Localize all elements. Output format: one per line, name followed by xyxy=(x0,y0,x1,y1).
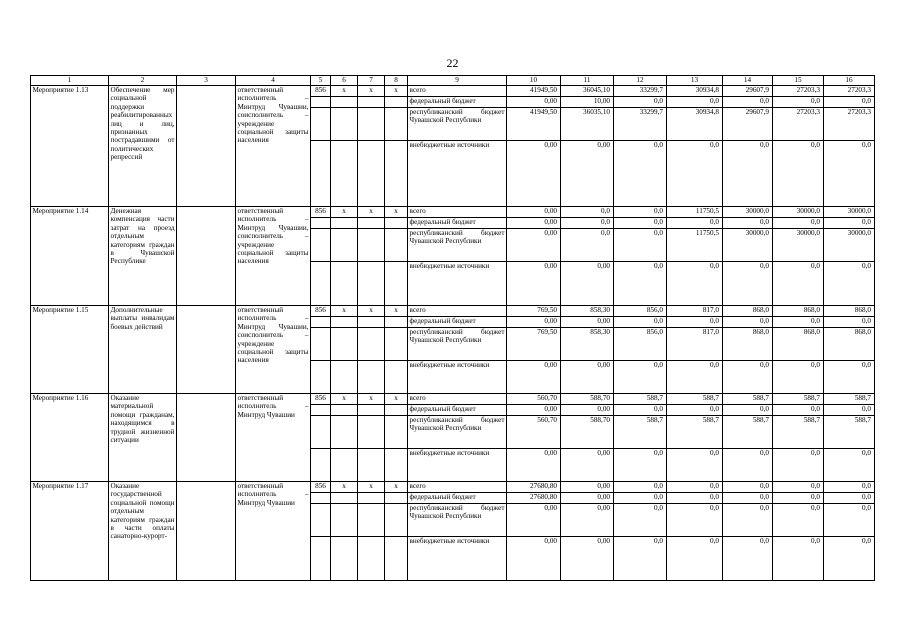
empty-code-cell xyxy=(311,504,331,537)
empty-code-cell xyxy=(385,262,408,306)
value-cell-col10: 27680,80 xyxy=(507,482,561,493)
column-number-2: 2 xyxy=(109,76,177,86)
value-cell-col15: 0,0 xyxy=(773,405,824,416)
value-cell-col13: 0,0 xyxy=(667,317,723,328)
table-row xyxy=(31,306,875,317)
code-c6: х xyxy=(331,86,358,97)
funding-source: федеральный бюджет xyxy=(408,97,507,108)
column-number-10: 10 xyxy=(507,76,561,86)
value-cell-col11: 588,70 xyxy=(561,394,614,405)
funding-source: всего xyxy=(408,306,507,317)
funding-source: внебюджетные источники xyxy=(408,361,507,394)
empty-code-cell xyxy=(358,405,385,416)
empty-code-cell xyxy=(331,361,358,394)
empty-code-cell xyxy=(331,328,358,361)
measure-name: Денежная компенсация части затрат на проезд отдельным категориям граждан в Чувашской Республике xyxy=(109,207,177,306)
value-cell-col10: 0,00 xyxy=(507,229,561,262)
value-cell-col10: 0,00 xyxy=(507,218,561,229)
empty-code-cell xyxy=(331,229,358,262)
value-cell-col10: 769,50 xyxy=(507,328,561,361)
value-cell-col13: 588,7 xyxy=(667,394,723,405)
value-cell-col12: 0,0 xyxy=(614,218,667,229)
value-cell-col13: 11750,5 xyxy=(667,229,723,262)
code-c6: х xyxy=(331,207,358,218)
value-cell-col14: 0,0 xyxy=(723,493,773,504)
measure-name: Оказание государственной социальной помощи отдельным категориям граждан в части оплаты санаторно-курорт- xyxy=(109,482,177,581)
empty-code-cell xyxy=(331,537,358,581)
value-cell-col12: 856,0 xyxy=(614,328,667,361)
column-number-13: 13 xyxy=(667,76,723,86)
funding-source: внебюджетные источники xyxy=(408,141,507,207)
empty-code-cell xyxy=(385,229,408,262)
value-cell-col12: 0,0 xyxy=(614,229,667,262)
value-cell-col16: 0,0 xyxy=(824,361,875,394)
empty-code-cell xyxy=(358,97,385,108)
value-cell-col16: 0,0 xyxy=(824,537,875,581)
empty-code-cell xyxy=(385,493,408,504)
measure-name: Дополнительные выплаты инвалидам боевых действий xyxy=(109,306,177,394)
empty-code-cell xyxy=(385,97,408,108)
empty-code-cell xyxy=(358,493,385,504)
empty-code-cell xyxy=(358,229,385,262)
value-cell-col13: 0,0 xyxy=(667,141,723,207)
funding-source: федеральный бюджет xyxy=(408,317,507,328)
value-cell-col13: 0,0 xyxy=(667,262,723,306)
measure-col3 xyxy=(177,207,236,306)
budget-code: 856 xyxy=(311,482,331,493)
value-cell-col13: 817,0 xyxy=(667,306,723,317)
value-cell-col15: 588,7 xyxy=(773,394,824,405)
empty-code-cell xyxy=(358,537,385,581)
empty-code-cell xyxy=(311,405,331,416)
empty-code-cell xyxy=(331,405,358,416)
measure-executor: ответственный исполнитель – Минтруд Чувашии, соисполнитель – учреждение социальной защиты населения xyxy=(236,306,311,394)
code-c7: х xyxy=(358,306,385,317)
value-cell-col12: 0,0 xyxy=(614,504,667,537)
empty-code-cell xyxy=(358,328,385,361)
value-cell-col10: 0,00 xyxy=(507,405,561,416)
measure-executor: ответственный исполнитель – Минтруд Чувашии, соисполнитель – учреждение социальной защиты населения xyxy=(236,207,311,306)
value-cell-col13: 11750,5 xyxy=(667,207,723,218)
funding-source: внебюджетные источники xyxy=(408,449,507,482)
column-number-4: 4 xyxy=(236,76,311,86)
value-cell-col16: 0,0 xyxy=(824,482,875,493)
budget-code: 856 xyxy=(311,394,331,405)
value-cell-col14: 30000,0 xyxy=(723,207,773,218)
value-cell-col13: 30934,8 xyxy=(667,86,723,97)
empty-code-cell xyxy=(385,537,408,581)
value-cell-col12: 856,0 xyxy=(614,306,667,317)
code-c6: х xyxy=(331,306,358,317)
funding-source: республиканский бюджет Чувашской Республики xyxy=(408,108,507,141)
value-cell-col14: 29607,9 xyxy=(723,86,773,97)
empty-code-cell xyxy=(385,218,408,229)
value-cell-col14: 0,0 xyxy=(723,405,773,416)
value-cell-col16: 0,0 xyxy=(824,504,875,537)
value-cell-col14: 0,0 xyxy=(723,537,773,581)
code-c8: х xyxy=(385,482,408,493)
value-cell-col12: 0,0 xyxy=(614,262,667,306)
value-cell-col15: 0,0 xyxy=(773,218,824,229)
empty-code-cell xyxy=(311,493,331,504)
table-row xyxy=(31,394,875,405)
value-cell-col11: 0,0 xyxy=(561,218,614,229)
value-cell-col11: 0,00 xyxy=(561,504,614,537)
value-cell-col16: 0,0 xyxy=(824,262,875,306)
measure-id: Мероприятие 1.16 xyxy=(31,394,109,482)
empty-code-cell xyxy=(331,317,358,328)
empty-code-cell xyxy=(311,416,331,449)
value-cell-col14: 0,0 xyxy=(723,504,773,537)
value-cell-col10: 0,00 xyxy=(507,504,561,537)
empty-code-cell xyxy=(385,141,408,207)
empty-code-cell xyxy=(358,361,385,394)
value-cell-col14: 588,7 xyxy=(723,416,773,449)
empty-code-cell xyxy=(385,317,408,328)
funding-source: республиканский бюджет Чувашской Республики xyxy=(408,328,507,361)
column-number-1: 1 xyxy=(31,76,109,86)
value-cell-col11: 0,00 xyxy=(561,493,614,504)
value-cell-col10: 560,70 xyxy=(507,394,561,405)
value-cell-col10: 27680,80 xyxy=(507,493,561,504)
value-cell-col10: 0,00 xyxy=(507,141,561,207)
value-cell-col10: 0,00 xyxy=(507,97,561,108)
value-cell-col13: 0,0 xyxy=(667,449,723,482)
empty-code-cell xyxy=(358,108,385,141)
value-cell-col15: 0,0 xyxy=(773,504,824,537)
code-c7: х xyxy=(358,394,385,405)
column-number-15: 15 xyxy=(773,76,824,86)
value-cell-col13: 588,7 xyxy=(667,416,723,449)
column-number-3: 3 xyxy=(177,76,236,86)
value-cell-col11: 36035,10 xyxy=(561,108,614,141)
value-cell-col15: 0,0 xyxy=(773,493,824,504)
empty-code-cell xyxy=(385,449,408,482)
column-number-12: 12 xyxy=(614,76,667,86)
value-cell-col11: 588,70 xyxy=(561,416,614,449)
empty-code-cell xyxy=(358,141,385,207)
value-cell-col10: 0,00 xyxy=(507,449,561,482)
value-cell-col12: 0,0 xyxy=(614,537,667,581)
value-cell-col11: 0,00 xyxy=(561,317,614,328)
value-cell-col14: 0,0 xyxy=(723,262,773,306)
value-cell-col11: 858,30 xyxy=(561,328,614,361)
value-cell-col15: 0,0 xyxy=(773,97,824,108)
column-number-8: 8 xyxy=(385,76,408,86)
empty-code-cell xyxy=(385,328,408,361)
code-c7: х xyxy=(358,482,385,493)
empty-code-cell xyxy=(311,317,331,328)
empty-code-cell xyxy=(311,262,331,306)
table-row xyxy=(31,207,875,218)
value-cell-col13: 0,0 xyxy=(667,97,723,108)
value-cell-col14: 0,0 xyxy=(723,449,773,482)
measure-col3 xyxy=(177,86,236,207)
empty-code-cell xyxy=(311,229,331,262)
value-cell-col12: 0,0 xyxy=(614,405,667,416)
value-cell-col15: 0,0 xyxy=(773,537,824,581)
empty-code-cell xyxy=(385,416,408,449)
funding-source: федеральный бюджет xyxy=(408,493,507,504)
value-cell-col13: 817,0 xyxy=(667,328,723,361)
column-number-14: 14 xyxy=(723,76,773,86)
measure-col3 xyxy=(177,394,236,482)
value-cell-col11: 0,00 xyxy=(561,405,614,416)
budget-code: 856 xyxy=(311,306,331,317)
value-cell-col12: 0,0 xyxy=(614,361,667,394)
value-cell-col10: 41949,50 xyxy=(507,86,561,97)
value-cell-col13: 0,0 xyxy=(667,361,723,394)
value-cell-col14: 588,7 xyxy=(723,394,773,405)
funding-source: всего xyxy=(408,482,507,493)
funding-source: республиканский бюджет Чувашской Республики xyxy=(408,229,507,262)
budget-code: 856 xyxy=(311,86,331,97)
funding-source: внебюджетные источники xyxy=(408,262,507,306)
empty-code-cell xyxy=(311,141,331,207)
code-c7: х xyxy=(358,207,385,218)
measure-id: Мероприятие 1.15 xyxy=(31,306,109,394)
funding-source: всего xyxy=(408,394,507,405)
funding-source: федеральный бюджет xyxy=(408,405,507,416)
value-cell-col15: 0,0 xyxy=(773,361,824,394)
column-number-5: 5 xyxy=(311,76,331,86)
value-cell-col15: 0,0 xyxy=(773,262,824,306)
code-c8: х xyxy=(385,86,408,97)
measure-col3 xyxy=(177,306,236,394)
funding-source: всего xyxy=(408,86,507,97)
value-cell-col15: 0,0 xyxy=(773,141,824,207)
empty-code-cell xyxy=(358,449,385,482)
value-cell-col16: 27203,3 xyxy=(824,86,875,97)
empty-code-cell xyxy=(331,449,358,482)
table-body xyxy=(31,76,875,581)
value-cell-col13: 30934,8 xyxy=(667,108,723,141)
value-cell-col11: 36045,10 xyxy=(561,86,614,97)
value-cell-col16: 0,0 xyxy=(824,405,875,416)
value-cell-col15: 868,0 xyxy=(773,306,824,317)
value-cell-col15: 30000,0 xyxy=(773,229,824,262)
program-table xyxy=(30,75,875,581)
empty-code-cell xyxy=(311,361,331,394)
empty-code-cell xyxy=(331,108,358,141)
value-cell-col10: 0,00 xyxy=(507,262,561,306)
value-cell-col12: 0,0 xyxy=(614,141,667,207)
empty-code-cell xyxy=(358,317,385,328)
value-cell-col12: 0,0 xyxy=(614,449,667,482)
funding-source: внебюджетные источники xyxy=(408,537,507,581)
value-cell-col12: 0,0 xyxy=(614,207,667,218)
empty-code-cell xyxy=(311,218,331,229)
value-cell-col14: 29607,9 xyxy=(723,108,773,141)
column-number-6: 6 xyxy=(331,76,358,86)
value-cell-col11: 858,30 xyxy=(561,306,614,317)
value-cell-col16: 588,7 xyxy=(824,394,875,405)
measure-name: Оказание материальной помощи гражданам, находящимся в трудной жизненной ситуации xyxy=(109,394,177,482)
value-cell-col14: 0,0 xyxy=(723,218,773,229)
value-cell-col12: 0,0 xyxy=(614,317,667,328)
value-cell-col15: 27203,3 xyxy=(773,108,824,141)
value-cell-col15: 0,0 xyxy=(773,449,824,482)
value-cell-col14: 868,0 xyxy=(723,328,773,361)
value-cell-col14: 868,0 xyxy=(723,306,773,317)
value-cell-col13: 0,0 xyxy=(667,504,723,537)
value-cell-col12: 0,0 xyxy=(614,482,667,493)
value-cell-col10: 41949,50 xyxy=(507,108,561,141)
value-cell-col16: 0,0 xyxy=(824,141,875,207)
column-number-7: 7 xyxy=(358,76,385,86)
value-cell-col16: 868,0 xyxy=(824,306,875,317)
funding-source: всего xyxy=(408,207,507,218)
value-cell-col16: 0,0 xyxy=(824,493,875,504)
value-cell-col12: 588,7 xyxy=(614,394,667,405)
value-cell-col16: 0,0 xyxy=(824,449,875,482)
value-cell-col16: 30000,0 xyxy=(824,229,875,262)
empty-code-cell xyxy=(385,405,408,416)
value-cell-col16: 0,0 xyxy=(824,218,875,229)
value-cell-col11: 0,00 xyxy=(561,141,614,207)
column-number-11: 11 xyxy=(561,76,614,86)
funding-source: республиканский бюджет Чувашской Республики xyxy=(408,416,507,449)
measure-id: Мероприятие 1.14 xyxy=(31,207,109,306)
funding-source: федеральный бюджет xyxy=(408,218,507,229)
measure-col3 xyxy=(177,482,236,581)
column-number-16: 16 xyxy=(824,76,875,86)
empty-code-cell xyxy=(331,262,358,306)
budget-code: 856 xyxy=(311,207,331,218)
empty-code-cell xyxy=(311,108,331,141)
column-number-9: 9 xyxy=(408,76,507,86)
code-c8: х xyxy=(385,306,408,317)
value-cell-col16: 588,7 xyxy=(824,416,875,449)
value-cell-col13: 0,0 xyxy=(667,493,723,504)
value-cell-col15: 0,0 xyxy=(773,317,824,328)
value-cell-col14: 0,0 xyxy=(723,482,773,493)
measure-executor: ответственный исполнитель – Минтруд Чувашии, соисполнитель – учреждение социальной защиты населения xyxy=(236,86,311,207)
measure-id: Мероприятие 1.13 xyxy=(31,86,109,207)
empty-code-cell xyxy=(385,504,408,537)
value-cell-col11: 0,00 xyxy=(561,361,614,394)
empty-code-cell xyxy=(311,328,331,361)
value-cell-col12: 0,0 xyxy=(614,97,667,108)
value-cell-col13: 0,0 xyxy=(667,405,723,416)
code-c7: х xyxy=(358,86,385,97)
empty-code-cell xyxy=(358,262,385,306)
table-row xyxy=(31,482,875,493)
measure-executor: ответственный исполнитель – Минтруд Чувашии xyxy=(236,482,311,581)
value-cell-col11: 0,00 xyxy=(561,537,614,581)
value-cell-col15: 868,0 xyxy=(773,328,824,361)
value-cell-col15: 30000,0 xyxy=(773,207,824,218)
value-cell-col10: 0,00 xyxy=(507,207,561,218)
empty-code-cell xyxy=(358,504,385,537)
value-cell-col16: 868,0 xyxy=(824,328,875,361)
code-c6: х xyxy=(331,482,358,493)
measure-executor: ответственный исполнитель – Минтруд Чувашии xyxy=(236,394,311,482)
value-cell-col12: 0,0 xyxy=(614,493,667,504)
value-cell-col13: 0,0 xyxy=(667,482,723,493)
value-cell-col11: 0,00 xyxy=(561,449,614,482)
value-cell-col11: 0,0 xyxy=(561,207,614,218)
value-cell-col14: 30000,0 xyxy=(723,229,773,262)
value-cell-col16: 27203,3 xyxy=(824,108,875,141)
value-cell-col16: 0,0 xyxy=(824,97,875,108)
empty-code-cell xyxy=(358,416,385,449)
value-cell-col16: 30000,0 xyxy=(824,207,875,218)
code-c8: х xyxy=(385,207,408,218)
value-cell-col11: 10,00 xyxy=(561,97,614,108)
value-cell-col12: 33299,7 xyxy=(614,86,667,97)
value-cell-col10: 0,00 xyxy=(507,537,561,581)
value-cell-col10: 560,70 xyxy=(507,416,561,449)
value-cell-col14: 0,0 xyxy=(723,361,773,394)
value-cell-col12: 33299,7 xyxy=(614,108,667,141)
empty-code-cell xyxy=(331,141,358,207)
value-cell-col11: 0,0 xyxy=(561,229,614,262)
empty-code-cell xyxy=(311,537,331,581)
value-cell-col15: 0,0 xyxy=(773,482,824,493)
value-cell-col15: 588,7 xyxy=(773,416,824,449)
empty-code-cell xyxy=(331,504,358,537)
value-cell-col10: 769,50 xyxy=(507,306,561,317)
value-cell-col15: 27203,3 xyxy=(773,86,824,97)
value-cell-col13: 0,0 xyxy=(667,537,723,581)
value-cell-col13: 0,0 xyxy=(667,218,723,229)
empty-code-cell xyxy=(311,97,331,108)
code-c6: х xyxy=(331,394,358,405)
value-cell-col14: 0,0 xyxy=(723,97,773,108)
value-cell-col10: 0,00 xyxy=(507,317,561,328)
empty-code-cell xyxy=(311,449,331,482)
empty-code-cell xyxy=(331,416,358,449)
funding-source: республиканский бюджет Чувашской Республики xyxy=(408,504,507,537)
value-cell-col11: 0,00 xyxy=(561,482,614,493)
page-number: 22 xyxy=(446,56,459,70)
measure-name: Обеспечение мер социальной поддержки реабилитированных лиц и лиц, признанных пострадавшими от политических репрессий xyxy=(109,86,177,207)
value-cell-col14: 0,0 xyxy=(723,317,773,328)
code-c8: х xyxy=(385,394,408,405)
table-row xyxy=(31,86,875,97)
empty-code-cell xyxy=(385,108,408,141)
value-cell-col16: 0,0 xyxy=(824,317,875,328)
value-cell-col11: 0,00 xyxy=(561,262,614,306)
measure-id: Мероприятие 1.17 xyxy=(31,482,109,581)
column-numbers-row xyxy=(31,76,875,86)
empty-code-cell xyxy=(331,493,358,504)
value-cell-col10: 0,00 xyxy=(507,361,561,394)
empty-code-cell xyxy=(331,218,358,229)
value-cell-col14: 0,0 xyxy=(723,141,773,207)
empty-code-cell xyxy=(385,361,408,394)
empty-code-cell xyxy=(331,97,358,108)
empty-code-cell xyxy=(358,218,385,229)
value-cell-col12: 588,7 xyxy=(614,416,667,449)
